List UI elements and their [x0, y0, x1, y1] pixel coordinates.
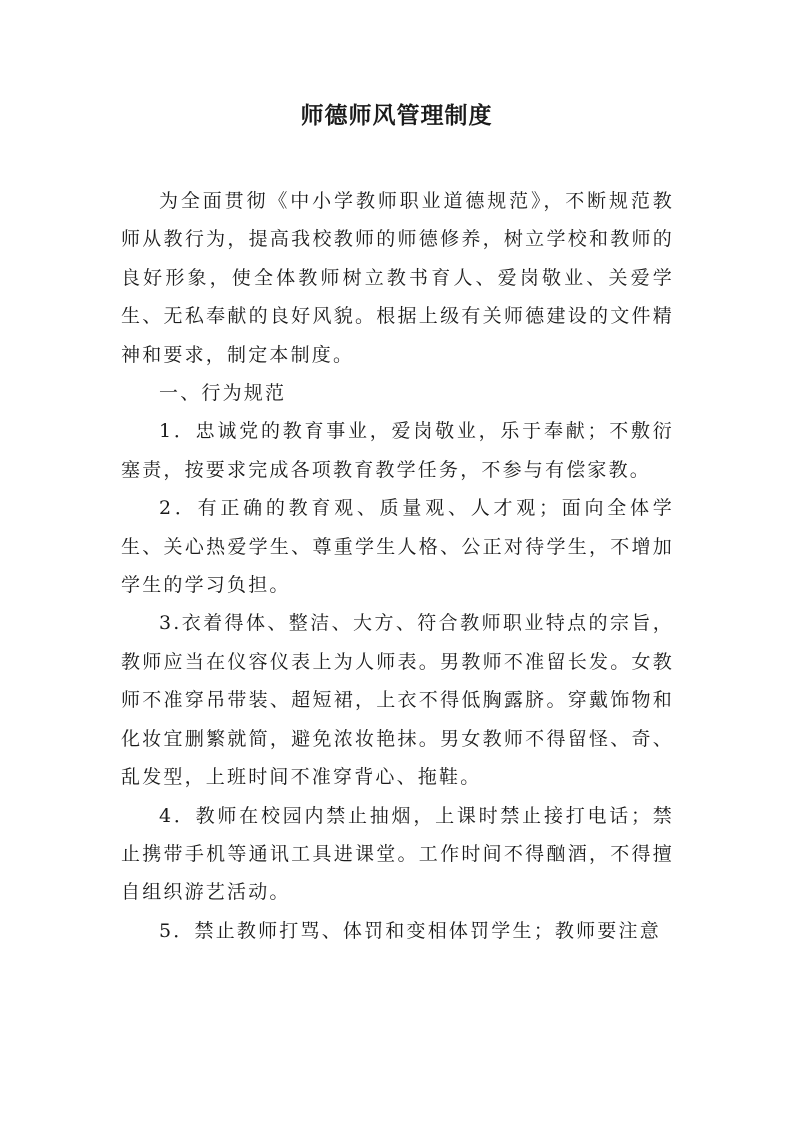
- document-body: [121, 182, 674, 950]
- rule-item-2: 2．有正确的教育观、质量观、人才观；面向全体学生、关心热爱学生、尊重学生人格、公正对待学生，不增加学生的学习负担。: [121, 497, 674, 597]
- rule-item-3: 3.衣着得体、整洁、大方、符合教师职业特点的宗旨，教师应当在仪容仪表上为人师表。男教师不准留长发。女教师不准穿吊带装、超短裙，上衣不得低胸露脐。穿戴饰物和化妆宜删繁就简，避免浓妆艳抹。男女教师不得留怪、奇、乱发型，上班时间不准穿背心、拖鞋。: [121, 612, 674, 789]
- intro-paragraph: 为全面贯彻《中小学教师职业道德规范》，不断规范教师从教行为，提高我校教师的师德修养，树立学校和教师的良好形象，使全体教师树立教书育人、爱岗敬业、关爱学生、无私奉献的良好风貌。根据上级有关师德建设的文件精神和要求，制定本制度。: [121, 190, 674, 366]
- section-heading-conduct: 一、行为规范: [159, 382, 287, 405]
- rule-item-1: 1．忠诚党的教育事业，爱岗敬业，乐于奉献；不敷衍塞责，按要求完成各项教育教学任务，不参与有偿家教。: [121, 420, 674, 481]
- rule-item-4: 4．教师在校园内禁止抽烟，上课时禁止接打电话；禁止携带手机等通讯工具进课堂。工作时间不得酗酒，不得擅自组织游艺活动。: [121, 804, 674, 904]
- rule-item-5: 5．禁止教师打骂、体罚和变相体罚学生；教师要注意: [159, 919, 661, 942]
- document-title: 师德师风管理制度: [300, 103, 493, 129]
